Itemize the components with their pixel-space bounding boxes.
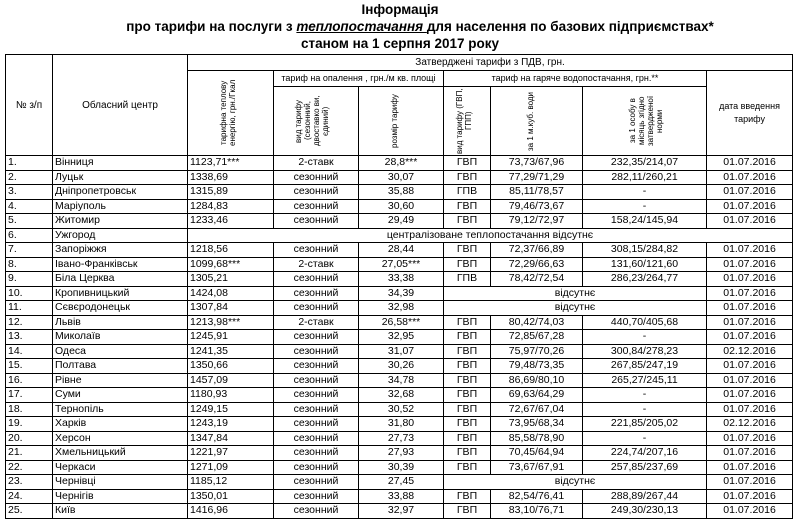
row-heat-tariff: 1305,21 (188, 272, 274, 287)
row-number: 8. (6, 257, 53, 272)
row-heat-tariff: 1241,35 (188, 344, 274, 359)
table-body (6, 156, 793, 519)
header-heating-size-text: розмір тарифу (390, 94, 399, 148)
row-heating-type: сезонний (274, 286, 359, 301)
row-city: Одеса (53, 344, 188, 359)
row-heating-type: сезонний (274, 243, 359, 258)
row-date: 01.07.2016 (707, 170, 793, 185)
row-heating-size: 30,26 (359, 359, 444, 374)
row-hw-per-person: 224,74/207,16 (583, 446, 707, 461)
row-heating-size: 30,07 (359, 170, 444, 185)
row-hw-type: ГВП (444, 489, 491, 504)
row-hot-water-note: відсутнє (444, 475, 707, 490)
row-heat-tariff: 1350,01 (188, 489, 274, 504)
row-date: 01.07.2016 (707, 214, 793, 229)
row-hw-per-person: - (583, 388, 707, 403)
row-heating-size: 33,38 (359, 272, 444, 287)
header-heating-type (274, 87, 359, 156)
row-number: 16. (6, 373, 53, 388)
row-city: Вінниця (53, 156, 188, 171)
row-city: Ужгород (53, 228, 188, 243)
row-hw-per-person: - (583, 431, 707, 446)
row-hw-per-m3: 78,42/72,54 (491, 272, 583, 287)
row-date: 01.07.2016 (707, 504, 793, 519)
title-line-1: Інформація (361, 2, 439, 17)
header-heat-tariff-text: тарифна теплову енергію, грн./Гкал (218, 79, 237, 147)
row-heat-tariff: 1350,66 (188, 359, 274, 374)
row-hw-per-person: 286,23/264,77 (583, 272, 707, 287)
row-number: 20. (6, 431, 53, 446)
row-hw-type: ГВП (444, 344, 491, 359)
row-city: Кропивницький (53, 286, 188, 301)
row-heating-type: сезонний (274, 460, 359, 475)
table-row (6, 417, 793, 432)
row-heating-size: 28,44 (359, 243, 444, 258)
row-hw-per-m3: 80,42/74,03 (491, 315, 583, 330)
table-row (6, 359, 793, 374)
row-hw-type: ГВП (444, 373, 491, 388)
table-row (6, 257, 793, 272)
row-hw-type: ГВП (444, 315, 491, 330)
row-heat-tariff: 1185,12 (188, 475, 274, 490)
row-heat-tariff: 1213,98*** (188, 315, 274, 330)
row-city: Полтава (53, 359, 188, 374)
row-heating-type: сезонний (274, 199, 359, 214)
row-city: Житомир (53, 214, 188, 229)
row-hw-per-person: 257,85/237,69 (583, 460, 707, 475)
row-hw-per-m3: 72,37/66,89 (491, 243, 583, 258)
row-heating-size: 30,52 (359, 402, 444, 417)
row-heat-tariff: 1347,84 (188, 431, 274, 446)
row-hw-type: ГПВ (444, 185, 491, 200)
row-hw-type: ГВП (444, 214, 491, 229)
row-date: 01.07.2016 (707, 257, 793, 272)
row-city: Суми (53, 388, 188, 403)
table-row (6, 199, 793, 214)
table-row (6, 156, 793, 171)
row-hw-per-m3: 77,29/71,29 (491, 170, 583, 185)
row-date: 01.07.2016 (707, 301, 793, 316)
row-heating-size: 27,45 (359, 475, 444, 490)
row-hw-type: ГВП (444, 388, 491, 403)
row-heating-size: 32,98 (359, 301, 444, 316)
row-heat-tariff: 1180,93 (188, 388, 274, 403)
row-city: Черкаси (53, 460, 188, 475)
row-heating-size: 33,88 (359, 489, 444, 504)
row-heat-tariff: 1249,15 (188, 402, 274, 417)
row-hw-per-m3: 79,46/73,67 (491, 199, 583, 214)
title-line-2-start: про тарифи на послуги з (126, 19, 297, 34)
row-date: 01.07.2016 (707, 388, 793, 403)
row-heating-type: сезонний (274, 344, 359, 359)
row-date: 01.07.2016 (707, 315, 793, 330)
table-row (6, 344, 793, 359)
row-heating-size: 31,07 (359, 344, 444, 359)
row-date: 01.07.2016 (707, 460, 793, 475)
row-city: Херсон (53, 431, 188, 446)
row-hw-per-person: 288,89/267,44 (583, 489, 707, 504)
row-date: 01.07.2016 (707, 446, 793, 461)
row-heating-type: сезонний (274, 431, 359, 446)
header-hot-water-group: тариф на гаряче водопостачання, грн.** (444, 71, 707, 87)
row-heating-type: сезонний (274, 330, 359, 345)
row-hw-per-person: - (583, 199, 707, 214)
row-heating-type: сезонний (274, 301, 359, 316)
row-heating-type: сезонний (274, 475, 359, 490)
row-number: 23. (6, 475, 53, 490)
row-city: Сєвєродонецьк (53, 301, 188, 316)
row-hw-per-m3: 75,97/70,26 (491, 344, 583, 359)
row-city: Рівне (53, 373, 188, 388)
title-line-2-emphasis: теплопостачання (296, 19, 427, 34)
row-hw-per-person: 267,85/247,19 (583, 359, 707, 374)
header-hw-per-person (583, 87, 707, 156)
row-heating-size: 32,97 (359, 504, 444, 519)
row-heating-type: сезонний (274, 489, 359, 504)
row-city: Київ (53, 504, 188, 519)
row-heat-tariff: 1315,89 (188, 185, 274, 200)
row-heat-tariff: 1243,19 (188, 417, 274, 432)
row-heating-type: сезонний (274, 359, 359, 374)
row-hw-type: ГВП (444, 504, 491, 519)
header-center: Обласний центр (53, 55, 188, 156)
header-heating-size (359, 87, 444, 156)
row-heating-size: 27,73 (359, 431, 444, 446)
table-row (6, 272, 793, 287)
row-city: Львів (53, 315, 188, 330)
row-number: 1. (6, 156, 53, 171)
row-heat-tariff: 1307,84 (188, 301, 274, 316)
row-date: 01.07.2016 (707, 359, 793, 374)
row-number: 17. (6, 388, 53, 403)
row-heat-tariff: 1457,09 (188, 373, 274, 388)
row-number: 24. (6, 489, 53, 504)
row-date: 01.07.2016 (707, 185, 793, 200)
row-number: 2. (6, 170, 53, 185)
row-hw-per-m3: 86,69/80,10 (491, 373, 583, 388)
header-num: № з/п (6, 55, 53, 156)
row-heating-type: сезонний (274, 504, 359, 519)
row-heating-size: 32,68 (359, 388, 444, 403)
row-hw-per-person: 131,60/121,60 (583, 257, 707, 272)
row-city: Біла Церква (53, 272, 188, 287)
row-heat-tariff: 1284,83 (188, 199, 274, 214)
row-heating-type: сезонний (274, 388, 359, 403)
row-city: Чернігів (53, 489, 188, 504)
row-hw-type: ГВП (444, 460, 491, 475)
row-hw-type: ГВП (444, 359, 491, 374)
header-hw-per-m3 (491, 87, 583, 156)
row-hw-per-m3: 69,63/64,29 (491, 388, 583, 403)
row-heat-tariff: 1233,46 (188, 214, 274, 229)
table-row (6, 431, 793, 446)
row-hw-type: ГВП (444, 431, 491, 446)
row-number: 13. (6, 330, 53, 345)
table-row (6, 373, 793, 388)
table-row (6, 446, 793, 461)
row-number: 9. (6, 272, 53, 287)
header-heat-tariff (188, 71, 274, 156)
title-line-3: станом на 1 серпня 2017 року (301, 36, 499, 51)
row-heating-size: 28,8*** (359, 156, 444, 171)
table-row (6, 214, 793, 229)
row-heating-type: сезонний (274, 214, 359, 229)
row-heating-type: сезонний (274, 402, 359, 417)
row-heat-tariff: 1416,96 (188, 504, 274, 519)
table-row (6, 185, 793, 200)
row-heating-type: 2-ставк (274, 257, 359, 272)
row-city: Маріуполь (53, 199, 188, 214)
table-row (6, 228, 793, 243)
row-hw-per-person: 158,24/145,94 (583, 214, 707, 229)
row-heating-size: 32,95 (359, 330, 444, 345)
row-heating-size: 31,80 (359, 417, 444, 432)
row-hw-per-m3: 83,10/76,71 (491, 504, 583, 519)
row-date: 01.07.2016 (707, 402, 793, 417)
table-row (6, 388, 793, 403)
row-date: 02.12.2016 (707, 344, 793, 359)
row-date: 01.07.2016 (707, 330, 793, 345)
row-date: 01.07.2016 (707, 475, 793, 490)
header-approved: Затверджені тарифи з ПДВ, грн. (188, 55, 793, 71)
row-heating-size: 26,58*** (359, 315, 444, 330)
header-hw-per-person-text: за 1 особу в місяць згідно затвердженої норми (627, 95, 664, 147)
row-heating-size: 30,39 (359, 460, 444, 475)
row-date: 01.07.2016 (707, 199, 793, 214)
row-heating-type: сезонний (274, 272, 359, 287)
row-city: Харків (53, 417, 188, 432)
table-row (6, 301, 793, 316)
row-date: 01.07.2016 (707, 272, 793, 287)
table-row (6, 170, 793, 185)
row-hw-type: ГВП (444, 199, 491, 214)
table-row (6, 475, 793, 490)
row-heating-type: сезонний (274, 446, 359, 461)
row-number: 19. (6, 417, 53, 432)
row-hw-per-person: 300,84/278,23 (583, 344, 707, 359)
row-heating-size: 30,60 (359, 199, 444, 214)
row-heating-type: 2-ставк (274, 315, 359, 330)
row-heating-type: сезонний (274, 185, 359, 200)
row-date: 01.07.2016 (707, 489, 793, 504)
row-heating-size: 34,78 (359, 373, 444, 388)
row-city: Івано-Франківськ (53, 257, 188, 272)
row-hot-water-note: відсутнє (444, 286, 707, 301)
row-number: 22. (6, 460, 53, 475)
row-number: 3. (6, 185, 53, 200)
row-number: 25. (6, 504, 53, 519)
table-row (6, 286, 793, 301)
row-hw-type: ГВП (444, 257, 491, 272)
table-row (6, 315, 793, 330)
row-number: 15. (6, 359, 53, 374)
header-heating-type-text: вид тарифу (сезонний, двоставко ви, єдиний) (294, 95, 330, 147)
row-hot-water-note: відсутнє (444, 301, 707, 316)
row-hw-per-person: 308,15/284,82 (583, 243, 707, 258)
row-city: Дніпропетровськ (53, 185, 188, 200)
row-city: Тернопіль (53, 402, 188, 417)
row-heat-tariff: 1271,09 (188, 460, 274, 475)
row-hw-per-m3: 72,67/67,04 (491, 402, 583, 417)
row-hw-type: ГВП (444, 170, 491, 185)
table-row (6, 504, 793, 519)
row-hw-per-m3: 72,85/67,28 (491, 330, 583, 345)
row-heat-tariff: 1221,97 (188, 446, 274, 461)
row-heating-size: 35,88 (359, 185, 444, 200)
row-hw-per-m3: 79,12/72,97 (491, 214, 583, 229)
header-hw-per-m3-text: за 1 м.куб. води (525, 91, 535, 151)
row-number: 21. (6, 446, 53, 461)
row-date: 01.07.2016 (707, 156, 793, 171)
row-heating-size: 27,93 (359, 446, 444, 461)
row-heat-tariff: 1099,68*** (188, 257, 274, 272)
row-hw-type: ГВП (444, 330, 491, 345)
row-date: 01.07.2016 (707, 431, 793, 446)
row-hw-per-person: 440,70/405,68 (583, 315, 707, 330)
row-number: 5. (6, 214, 53, 229)
row-hw-type: ГВП (444, 156, 491, 171)
row-heat-tariff: 1123,71*** (188, 156, 274, 171)
row-hw-per-person: 249,30/230,13 (583, 504, 707, 519)
header-date: дата введення тарифу (707, 71, 793, 156)
row-heat-tariff: 1424,08 (188, 286, 274, 301)
row-heating-type: сезонний (274, 417, 359, 432)
row-hw-per-m3: 79,48/73,35 (491, 359, 583, 374)
row-hw-per-person: - (583, 185, 707, 200)
header-hw-type-text: вид тарифу (ГВП, ГПП) (455, 88, 473, 154)
row-hw-per-m3: 70,45/64,94 (491, 446, 583, 461)
row-number: 7. (6, 243, 53, 258)
row-heat-tariff: 1338,69 (188, 170, 274, 185)
tariff-table (5, 54, 793, 519)
table-row (6, 330, 793, 345)
row-hw-type: ГВП (444, 243, 491, 258)
row-heat-tariff: 1245,91 (188, 330, 274, 345)
row-hw-type: ГВП (444, 417, 491, 432)
row-heating-size: 29,49 (359, 214, 444, 229)
row-hw-per-m3: 72,29/66,63 (491, 257, 583, 272)
row-heating-type: сезонний (274, 170, 359, 185)
row-number: 12. (6, 315, 53, 330)
row-number: 6. (6, 228, 53, 243)
row-city: Хмельницький (53, 446, 188, 461)
row-hw-per-person: - (583, 402, 707, 417)
row-hw-per-m3: 82,54/76,41 (491, 489, 583, 504)
row-hw-per-person: - (583, 330, 707, 345)
row-city: Чернівці (53, 475, 188, 490)
table-row (6, 460, 793, 475)
row-heating-type: 2-ставк (274, 156, 359, 171)
row-hw-per-m3: 85,58/78,90 (491, 431, 583, 446)
row-number: 11. (6, 301, 53, 316)
row-date: 01.07.2016 (707, 373, 793, 388)
row-hw-per-person: 232,35/214,07 (583, 156, 707, 171)
row-hw-type: ГВП (444, 402, 491, 417)
title-line-2 (0, 18, 800, 35)
table-row (6, 489, 793, 504)
row-date: 01.07.2016 (707, 286, 793, 301)
table-row (6, 243, 793, 258)
row-number: 14. (6, 344, 53, 359)
table-row (6, 402, 793, 417)
row-city: Запоріжжя (53, 243, 188, 258)
row-hw-type: ГВП (444, 446, 491, 461)
row-city: Луцьк (53, 170, 188, 185)
row-number: 4. (6, 199, 53, 214)
row-hw-per-person: 282,11/260,21 (583, 170, 707, 185)
row-hw-type: ГПВ (444, 272, 491, 287)
row-date: 02.12.2016 (707, 417, 793, 432)
row-date: 01.07.2016 (707, 243, 793, 258)
row-number: 18. (6, 402, 53, 417)
row-number: 10. (6, 286, 53, 301)
document-title (0, 0, 800, 52)
header-heating-group: тариф на опалення , грн./м кв. площі (274, 71, 444, 87)
row-hw-per-person: 221,85/205,02 (583, 417, 707, 432)
row-note: централізоване теплопостачання відсутнє (188, 228, 793, 243)
row-hw-per-m3: 73,73/67,96 (491, 156, 583, 171)
row-heating-type: сезонний (274, 373, 359, 388)
header-hw-type (444, 87, 491, 156)
title-line-2-end: для населення по базових підприємствах* (426, 19, 714, 34)
row-hw-per-m3: 73,95/68,34 (491, 417, 583, 432)
row-heat-tariff: 1218,56 (188, 243, 274, 258)
row-hw-per-m3: 85,11/78,57 (491, 185, 583, 200)
row-hw-per-person: 265,27/245,11 (583, 373, 707, 388)
row-hw-per-m3: 73,67/67,91 (491, 460, 583, 475)
row-heating-size: 34,39 (359, 286, 444, 301)
row-heating-size: 27,05*** (359, 257, 444, 272)
row-city: Миколаїв (53, 330, 188, 345)
